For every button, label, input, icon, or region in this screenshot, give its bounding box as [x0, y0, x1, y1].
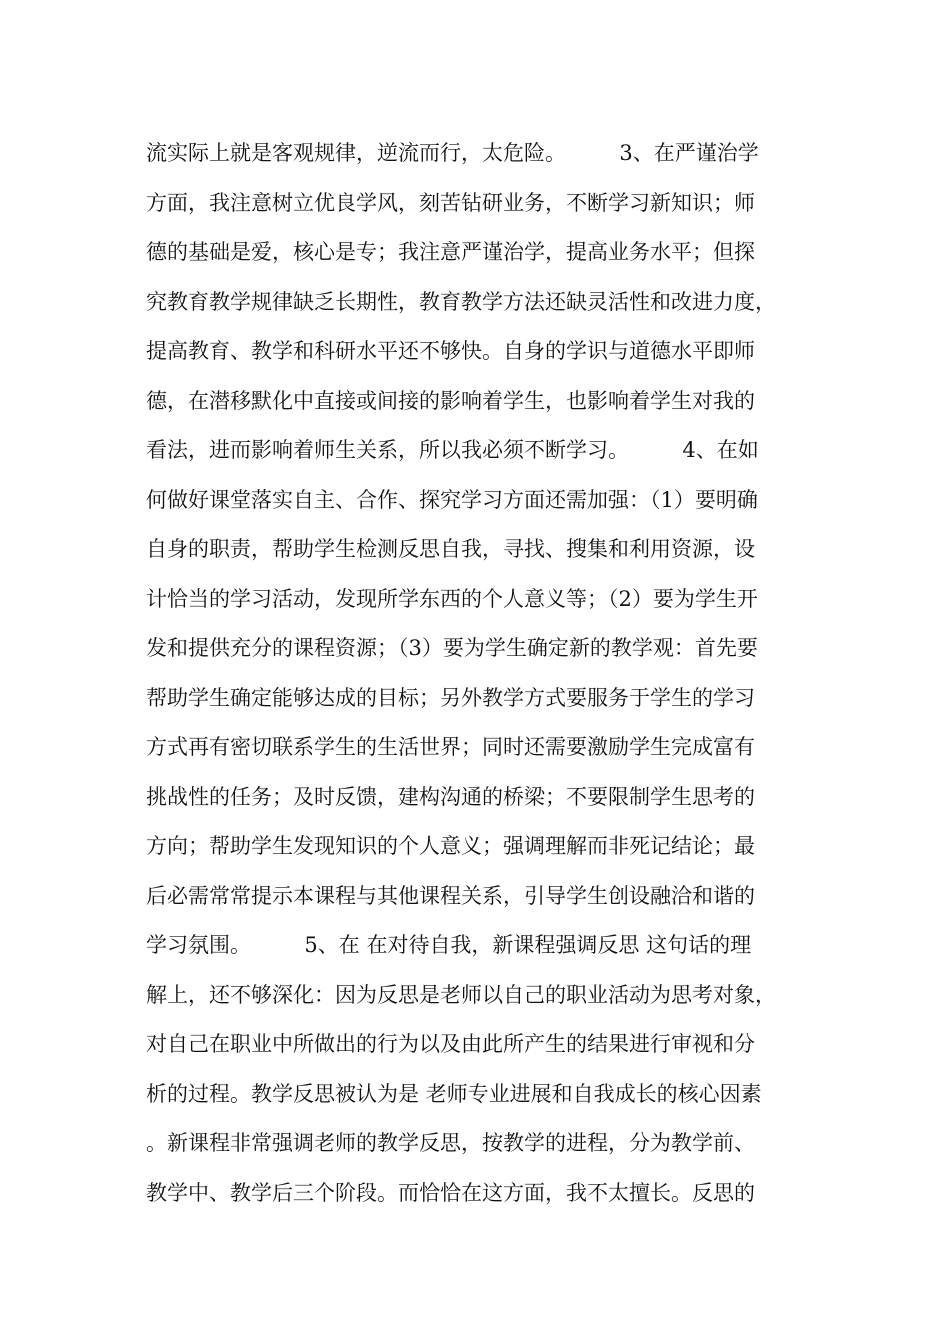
text-line: 方面，我注意树立优良学风，刻苦钻研业务，不断学习新知识；师	[146, 190, 755, 215]
text-line: 对自己在职业中所做出的行为以及由此所产生的结果进行审视和分	[146, 1032, 755, 1056]
text-line: 发和提供充分的课程资源；（3）要为学生确定新的教学观：首先要	[146, 636, 758, 660]
text-line: 提高教育、教学和科研水平还不够快。自身的学识与道德水平即师	[146, 339, 755, 363]
text-line: 解上，还不够深化：因为反思是老师以自己的职业活动为思考对象，	[146, 982, 776, 1007]
text-line: 流实际上就是客观规律，逆流而行，太危险。 3、在严谨治学	[146, 141, 759, 165]
text-line: 德，在潜移默化中直接或间接的影响着学生，也影响着学生对我的	[146, 388, 755, 413]
text-line: 后必需常常提示本课程与其他课程关系，引导学生创设融洽和谐的	[146, 883, 755, 908]
text-line: 帮助学生确定能够达成的目标；另外教学方式要服务于学生的学习	[146, 685, 755, 710]
text-line: 方向；帮助学生发现知识的个人意义；强调理解而非死记结论；最	[146, 834, 755, 858]
text-line: 究教育教学规律缺乏长期性，教育教学方法还缺灵活性和改进力度，	[146, 289, 776, 314]
document-body-text	[146, 133, 816, 1222]
text-line: 。新课程非常强调老师的教学反思，按教学的进程，分为教学前、	[146, 1131, 755, 1155]
text-line: 自身的职责，帮助学生检测反思自我，寻找、搜集和利用资源，设	[146, 537, 755, 561]
text-line: 方式再有密切联系学生的生活世界；同时还需要激励学生完成富有	[146, 735, 755, 759]
text-line: 挑战性的任务；及时反馈，建构沟通的桥梁；不要限制学生思考的	[146, 784, 755, 809]
text-line: 看法，进而影响着师生关系，所以我必须不断学习。 4、在如	[146, 438, 759, 462]
text-line: 计恰当的学习活动，发现所学东西的个人意义等；（2）要为学生开	[146, 586, 758, 611]
text-line: 析的过程。教学反思被认为是 老师专业进展和自我成长的核心因素	[146, 1081, 762, 1106]
text-line: 教学中、教学后三个阶段。而恰恰在这方面，我不太擅长。反思的	[146, 1180, 755, 1205]
text-line: 学习氛围。 5、在 在对待自我，新课程强调反思 这句话的理	[146, 933, 752, 957]
text-line: 何做好课堂落实自主、合作、探究学习方面还需加强：（1）要明确	[146, 487, 758, 512]
text-line: 德的基础是爱，核心是专；我注意严谨治学，提高业务水平；但探	[146, 240, 755, 264]
